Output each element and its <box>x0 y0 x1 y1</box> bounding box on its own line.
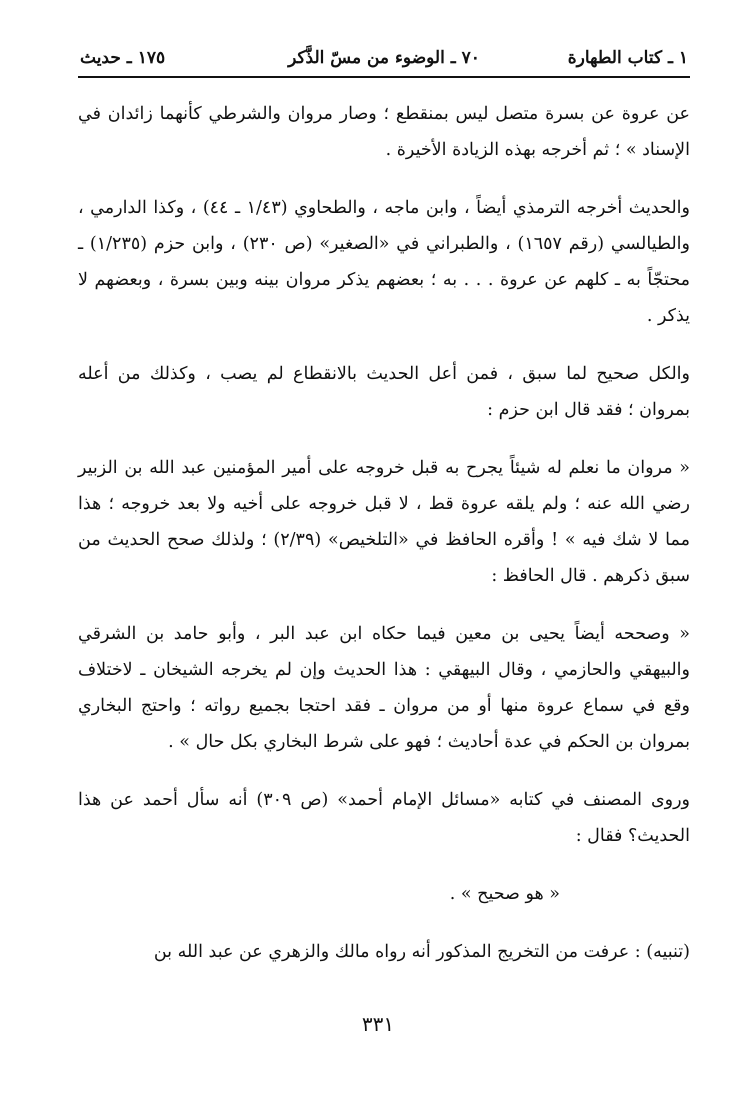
paragraph-6: وروى المصنف في كتابه «مسائل الإمام أحمد» (ص ٣٠٩) أنه سأل أحمد عن هذا الحديث؟ فقال : <box>78 790 690 846</box>
paragraph-8: (تنبيه) : عرفت من التخريج المذكور أنه رواه مالك والزهري عن عبد الله بن <box>153 942 690 962</box>
book-page <box>78 40 690 992</box>
page-number: ٣٣١ <box>361 1012 395 1036</box>
paragraph-5: « وصححه أيضاً يحيى بن معين فيما حكاه ابن عبد البر ، وأبو حامد بن الشرقي والبيهقي والحازمي ، وقال البيهقي : هذا الحديث وإن لم يخرجه الشيخان ـ لاختلاف وقع في سماع عروة منها أو من مروان ـ فقد احتجا بجميع رواته ؛ واحتج البخاري بمروان بن الحكم في عدة أحاديث ؛ فهو على شرط البخاري بكل حال » . <box>78 624 690 752</box>
running-header <box>78 40 690 78</box>
paragraph-3: والكل صحيح لما سبق ، فمن أعل الحديث بالانقطاع لم يصب ، وكذلك من أعله بمروان ؛ فقد قال ابن حزم : <box>78 364 690 420</box>
header-chapter: ١ ـ كتاب الطهارة <box>567 48 688 68</box>
paragraph-7: « هو صحيح » . <box>449 884 560 904</box>
paragraph-2: والحديث أخرجه الترمذي أيضاً ، وابن ماجه ، والطحاوي (١/٤٣ ـ ٤٤) ، وكذا الدارمي ، والطيالسي (رقم ١٦٥٧) ، والطبراني في «الصغير» (ص ٢٣٠) ، وابن حزم (١/٢٣٥) ـ محتجّاً به ـ كلهم عن عروة . . . به ؛ بعضهم يذكر مروان بينه وبين بسرة ، وبعضهم لا يذكر . <box>78 198 690 326</box>
paragraph-4: « مروان ما نعلم له شيئاً يجرح به قبل خروجه على أمير المؤمنين عبد الله بن الزبير رضي الله عنه ؛ ولم يلقه عروة قط ، لا قبل خروجه على أخيه ولا بعد خروجه ؛ هذا مما لا شك فيه » ! وأقره الحافظ في «التلخيص» (٢/٣٩) ؛ ولذلك صحح الحديث من سبق ذكرهم . قال الحافظ : <box>78 458 691 586</box>
page-body <box>78 96 690 970</box>
header-hadith-number: ١٧٥ ـ حديث <box>80 48 166 68</box>
paragraph-1: عن عروة عن بسرة متصل ليس بمنقطع ؛ وصار مروان والشرطي كأنهما زائدان في الإسناد » ؛ ثم أخرجه بهذه الزيادة الأخيرة . <box>78 104 690 160</box>
header-section: ٧٠ ـ الوضوء من مسّ الذَّكر <box>288 48 480 68</box>
